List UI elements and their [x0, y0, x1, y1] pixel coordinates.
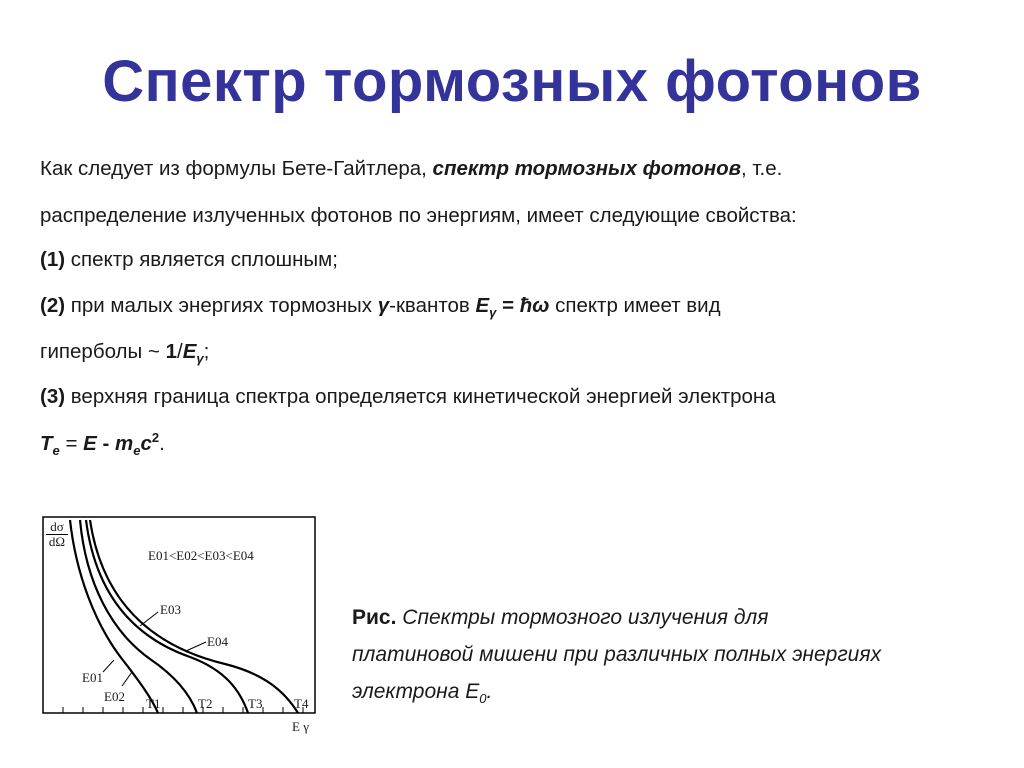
slash: / [177, 340, 183, 363]
hbar-omega: ħω [519, 294, 550, 317]
curve-label-e04: E04 [207, 634, 228, 649]
intro-text: Как следует из формулы Бете-Гайтлера, [40, 157, 433, 180]
intro-tail: , т.е. [741, 157, 783, 180]
caption-energy: E [465, 680, 480, 703]
property-3-text: верхняя граница спектра определяется кинетической энергией электрона [65, 385, 776, 408]
energy-subscript: γ [489, 305, 497, 321]
property-2-hyperbola: гиперболы ~ [40, 340, 166, 363]
y-axis-numerator: dσ [50, 519, 64, 534]
t-symbol: T [40, 432, 53, 455]
c-superscript: 2 [151, 430, 160, 446]
y-axis-denominator: dΩ [48, 534, 66, 549]
intro-line-1 [40, 157, 1000, 181]
intro-line-2: распределение излученных фотонов по энергиям, имеет следующие свойства: [40, 204, 797, 227]
x-axis-label: E γ [292, 719, 309, 734]
caption-line-2: платиновой мишени при различных полных энергиях [352, 643, 882, 666]
caption-text-3: электрона [352, 680, 466, 703]
intro-emphasis: спектр тормозных фотонов [432, 157, 741, 180]
y-axis-label [46, 520, 68, 548]
page-title: Спектр тормозных фотонов [102, 49, 922, 114]
property-2-text-a: при малых энергиях тормозных [65, 294, 378, 317]
minus-sign: - [96, 432, 116, 455]
kinetic-energy-formula [40, 430, 1000, 459]
property-2-number: (2) [40, 294, 66, 317]
property-1-number: (1) [40, 248, 66, 271]
caption-period: . [486, 680, 493, 703]
m-symbol: m [115, 432, 134, 455]
property-2-line-2 [40, 340, 1000, 367]
endpoint-label-t3: T3 [248, 696, 263, 711]
property-1-text: спектр является сплошным; [65, 248, 338, 271]
energy-symbol: E [475, 294, 490, 317]
property-2 [40, 294, 1000, 321]
caption-energy-subscript: 0 [479, 691, 487, 707]
curve-label-e02: E02 [104, 689, 125, 704]
energy-subscript-2: γ [196, 351, 204, 367]
caption-lead: Рис. [352, 606, 397, 629]
equals-sign: = [496, 294, 520, 317]
caption-text-1: Спектры тормозного излучения для [396, 606, 769, 629]
endpoint-label-t4: T4 [294, 696, 309, 711]
caption-line-3 [352, 680, 1012, 707]
property-2-text-c: спектр имеет вид [549, 294, 721, 317]
t-subscript: e [52, 443, 60, 459]
endpoint-label-t2: T2 [198, 696, 213, 711]
caption-line-1 [352, 606, 1012, 630]
one-numeral: 1 [165, 340, 177, 363]
curve-label-e01: E01 [82, 670, 103, 685]
spectrum-figure [40, 514, 328, 748]
property-3 [40, 385, 1000, 409]
property-2-text-b: -квантов [389, 294, 476, 317]
e-symbol: E [83, 432, 97, 455]
semicolon: ; [203, 340, 210, 363]
m-subscript: e [133, 443, 141, 459]
curve-label-e03: E03 [160, 602, 181, 617]
property-3-number: (3) [40, 385, 66, 408]
endpoint-label-t1: T1 [146, 696, 161, 711]
gamma-symbol: γ [377, 294, 390, 317]
property-1 [40, 248, 1000, 272]
energy-symbol-2: E [182, 340, 197, 363]
formula-period: . [159, 432, 165, 455]
c-symbol: c [140, 432, 152, 455]
energy-condition: E01<E02<E03<E04 [148, 548, 254, 563]
formula-equals: = [59, 432, 84, 455]
